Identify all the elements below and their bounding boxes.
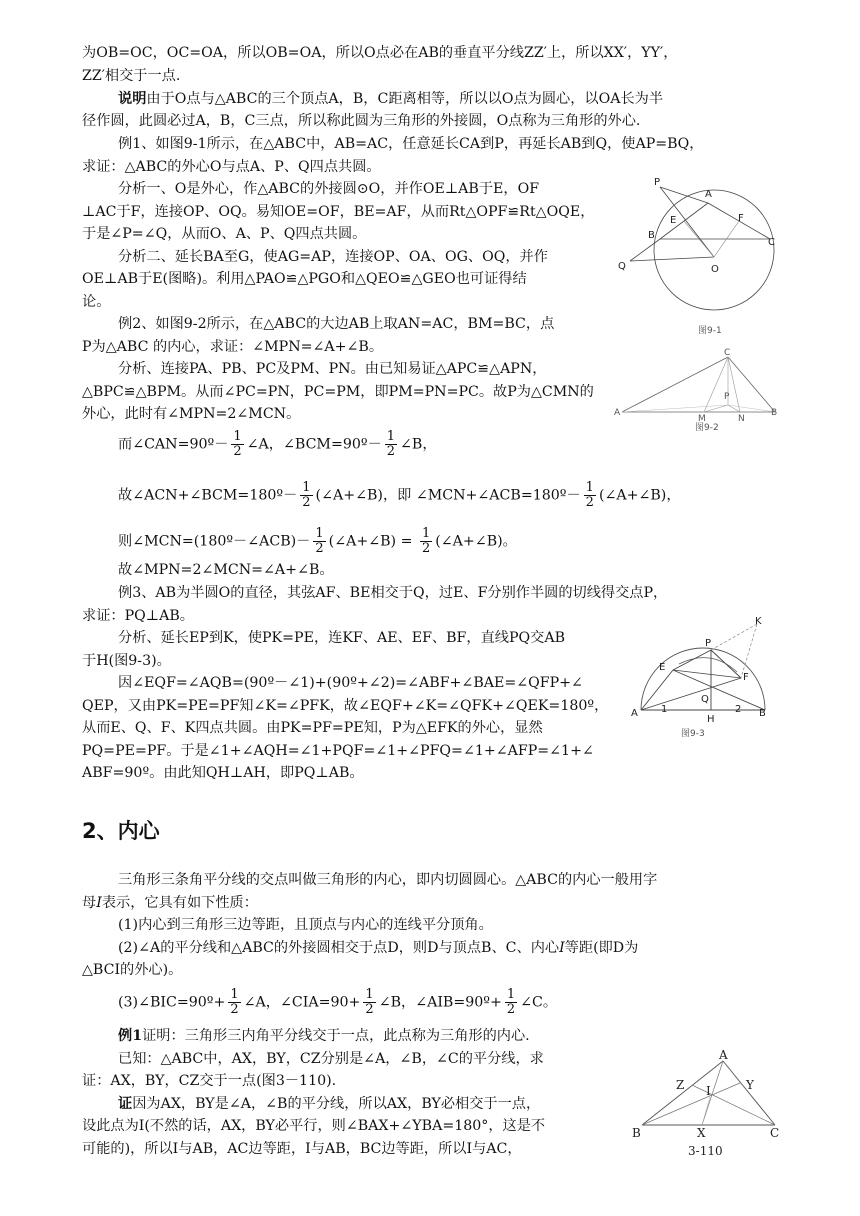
label-c: C [768, 237, 775, 248]
label-angle-2: 2 [735, 704, 742, 715]
label-i: I [706, 1084, 711, 1098]
numerator: 1 [506, 987, 516, 1002]
label-h: H [707, 714, 715, 725]
segment-qo [630, 257, 714, 261]
label-a: A [614, 408, 621, 418]
text-line: 证：AX，BY，CZ交于一点(图3－110). [82, 1073, 337, 1089]
label-a: A [719, 1048, 728, 1062]
text-line: 径作圆，此圆必过A，B，C三点，所以称此圆为三角形的外接圆，O点称为三角形的外心. [82, 113, 641, 129]
text-line: 三角形三条角平分线的交点叫做三角形的内心，即内切圆圆心。△ABC的内心一般用字 [118, 872, 658, 888]
formula-text: (∠A+∠B)。 [435, 533, 517, 550]
text-line: 于是∠P=∠Q，从而O、A、P、Q四点共圆。 [82, 226, 367, 242]
denominator: 2 [506, 1002, 516, 1017]
segment-mp [704, 405, 728, 412]
segment-ab [642, 1061, 723, 1125]
text-line: PQ=PE=PF。于是∠1+∠AQH=∠1+PQF=∠1+∠PFQ=∠1+∠AFP=∠1+∠ [82, 743, 594, 759]
denominator: 2 [315, 541, 324, 556]
perpendicular-ix [702, 1097, 710, 1125]
bold-label: 说明 [118, 91, 147, 107]
formula-text: ∠C。 [520, 994, 558, 1011]
label-b: B [648, 230, 655, 241]
text-line [118, 89, 663, 109]
text-line: 可能的)，所以I与AB，AC边等距，I与AB，BC边等距，所以I与AC， [82, 1141, 522, 1157]
text-line: 因∠EQF=∠AQB=(90º－∠1)+(90º+∠2)=∠ABF+∠BAE=∠QFP+∠ [118, 675, 583, 691]
text-line: (1)内心到三角形三边等距，且顶点与内心的连线平分顶角。 [118, 917, 493, 933]
section-heading: 2、内心 [82, 819, 160, 843]
fraction [363, 988, 375, 1017]
label-p: P [705, 638, 712, 649]
text-line: 从而E、Q、F、K四点共圆。由PK=PF=PE知，P为△EFK的外心，显然 [82, 720, 543, 736]
segment-ap [622, 405, 728, 412]
denominator: 2 [386, 444, 396, 459]
chord-af [641, 678, 741, 710]
segment-ac [723, 1061, 775, 1125]
label-f: F [738, 213, 744, 224]
text-line: 例1、如图9-1所示，在△ABC中，AB=AC，任意延长CA到P，再延长AB到Q，使AP=BQ， [118, 136, 704, 152]
label-n: N [738, 414, 745, 424]
figure-9-1 [612, 175, 787, 345]
text-line: 分析、连接PA、PB、PC及PM、PN。由已知易证△APC≌△APN， [118, 361, 547, 377]
text-line: ABF=90º。由此知QH⊥AH，即PQ⊥AB。 [82, 765, 364, 781]
fraction [420, 527, 432, 556]
formula-text: (∠A+∠B) = [328, 533, 417, 550]
numerator: 1 [302, 480, 311, 495]
formula-line [118, 430, 437, 459]
fraction [300, 481, 312, 510]
text-span: 母 [82, 895, 97, 911]
label-a: A [631, 708, 638, 719]
label-m: M [698, 414, 706, 424]
text-line: 外心，此时有∠MPN=2∠MCN。 [82, 406, 301, 422]
label-o: O [711, 264, 719, 275]
text-line: △BCI的外心)。 [82, 962, 183, 978]
text-line [118, 1026, 530, 1046]
label-q: Q [701, 694, 709, 705]
segment-ac [622, 357, 728, 412]
numerator: 1 [230, 987, 239, 1002]
chord-be [673, 670, 765, 710]
formula-line [118, 481, 681, 510]
numerator: 1 [233, 429, 242, 444]
formula-text: 而∠CAN=90º－ [118, 436, 229, 453]
text-span: (2)∠A的平分线和△ABC的外接圆相交于点D，则D与顶点B、C、内心 [118, 940, 560, 956]
segment-ae [641, 670, 673, 710]
text-line: △BPC≌△BPM。从而∠PC=PN，PC=PM，即PM=PN=PC。故P为△CMN的 [82, 384, 594, 400]
figure-9-3 [625, 612, 780, 742]
label-c: C [724, 348, 731, 358]
formula-text: ∠B， [400, 436, 437, 453]
numerator: 1 [585, 480, 594, 495]
bisector-by [642, 1083, 740, 1125]
formula-line [118, 988, 557, 1017]
segment-cn [728, 357, 740, 412]
formula-line [118, 527, 517, 556]
text-span: 证明：三角形三内角平分线交于一点，此点称为三角形的内心. [142, 1028, 530, 1044]
formula-text: 故∠ACN+∠BCM=180º－ [118, 487, 298, 504]
text-line: P为△ABC 的内心，求证：∠MPN=∠A+∠B。 [82, 339, 384, 355]
fraction [385, 430, 397, 459]
formula-text: 则∠MCN=(180º－∠ACB)－ [118, 533, 311, 550]
segment-kf [741, 624, 757, 678]
arc-eqf [679, 658, 737, 672]
label-k: K [755, 616, 762, 627]
bisector-cz [692, 1085, 775, 1125]
italic-letter: I [96, 895, 102, 911]
formula-text: (∠A+∠B)，即 ∠MCN+∠ACB=180º－ [315, 487, 581, 504]
numerator: 1 [386, 429, 396, 444]
text-line: 分析一、O是外心，作△ABC的外接圆⊙O，并作OE⊥AB于E，OF [118, 181, 540, 197]
text-span: 由于O点与△ABC的三个顶点A，B，C距离相等，所以以O点为圆心，以OA长为半 [146, 91, 664, 107]
label-p: P [654, 177, 661, 188]
fraction [231, 430, 243, 459]
figure-caption: 图9-1 [698, 326, 722, 336]
label-a: A [705, 189, 712, 200]
text-line: 于H(图9-3)。 [82, 653, 171, 669]
denominator: 2 [302, 495, 311, 510]
figure-9-2 [612, 345, 782, 437]
segment-bc [728, 357, 775, 412]
text-line: 求证：PQ⊥AB。 [82, 608, 194, 624]
label-q: Q [618, 261, 626, 272]
text-line [118, 1094, 540, 1114]
italic-letter: I [559, 940, 565, 956]
label-b: B [771, 408, 778, 418]
figure-caption: 3-110 [688, 1144, 723, 1158]
label-x: X [697, 1126, 706, 1140]
numerator: 1 [315, 526, 324, 541]
numerator: 1 [365, 987, 374, 1002]
formula-text: ∠A，∠CIA=90+ [243, 994, 361, 1011]
text-line: 分析二、延长BA至G，使AG=AP，连接OP、OA、OG、OQ，并作 [118, 249, 548, 265]
circumcircle [654, 190, 774, 310]
fraction [313, 527, 325, 556]
text-line: ⊥AC于F，连接OP、OQ。易知OE=OF，BE=AF，从而Rt△OPF≌Rt△OQE， [82, 204, 595, 220]
fraction [584, 481, 596, 510]
segment-bq [630, 239, 660, 261]
text-line: ZZ′相交于一点. [82, 68, 181, 84]
segment-pk [711, 624, 757, 650]
text-line: 已知：△ABC中，AX，BY，CZ分别是∠A，∠B，∠C的平分线，求 [118, 1051, 544, 1067]
text-line: 为OB=OC，OC=OA，所以OB=OA，所以O点必在AB的垂直平分线ZZ′上，所以XX′，YY′， [82, 45, 678, 61]
label-e: E [659, 662, 666, 673]
label-p: P [724, 392, 730, 402]
denominator: 2 [365, 1002, 374, 1017]
text-line [118, 938, 638, 958]
label-b: B [632, 1126, 641, 1140]
label-e: E [670, 215, 677, 226]
formula-text: ∠A，∠BCM=90º－ [246, 436, 382, 453]
text-line: 求证：△ABC的外心O与点A、P、Q四点共圆。 [82, 159, 381, 175]
label-f: F [743, 672, 749, 683]
text-line: QEP，又由PK=PE=PF知∠K=∠PFK，故∠EQF+∠K=∠QFK+∠QEK=180º， [82, 698, 609, 714]
text-line: 分析、延长EP到K，使PK=PE，连KF、AE、EF、BF，直线PQ交AB [118, 630, 565, 646]
denominator: 2 [233, 444, 242, 459]
text-line: 设此点为I(不然的话，AX，BY必平行，则∠BAX+∠YBA=180°，这是不 [82, 1118, 546, 1134]
text-span: 等距(即D为 [564, 940, 639, 956]
label-c: C [770, 1126, 780, 1140]
text-line: 论。 [82, 294, 111, 310]
figure-3-110 [630, 1045, 785, 1165]
segment-pa [660, 187, 708, 203]
label-b: B [759, 708, 766, 719]
text-span: 因为AX，BY是∠A，∠B的平分线，所以AX，BY必相交于一点， [132, 1096, 541, 1112]
bold-label: 证 [118, 1096, 133, 1112]
formula-text: ∠B，∠AIB=90º+ [378, 994, 502, 1011]
formula-text: (∠A+∠B)， [598, 487, 681, 504]
bold-label: 例1 [118, 1028, 143, 1044]
figure-caption: 图9-3 [681, 729, 705, 739]
text-line [82, 893, 258, 913]
label-angle-1: 1 [661, 704, 668, 715]
denominator: 2 [230, 1002, 239, 1017]
figure-caption: 图9-2 [695, 423, 719, 433]
text-span: 表示，它具有如下性质： [101, 895, 258, 911]
text-line: OE⊥AB于E(图略)。利用△PAO≌△PGO和△QEO≌△GEO也可证得结 [82, 271, 527, 287]
label-y: Y [746, 1078, 754, 1092]
text-line: 故∠MPN=2∠MCN=∠A+∠B。 [118, 562, 334, 578]
formula-text: (3)∠BIC=90º+ [118, 994, 226, 1011]
numerator: 1 [421, 526, 431, 541]
segment-cm [704, 357, 728, 412]
denominator: 2 [585, 495, 594, 510]
label-z: Z [676, 1078, 685, 1092]
text-line: 例3、AB为半圆O的直径，其弦AF、BE相交于Q，过E、F分别作半圆的切线得交点P， [118, 585, 668, 601]
text-line: 例2、如图9-2所示，在△ABC的大边AB上取AN=AC，BM=BC，点 [118, 316, 555, 332]
denominator: 2 [421, 541, 431, 556]
fraction [505, 988, 517, 1017]
fraction [228, 988, 240, 1017]
segment-bp [728, 405, 775, 412]
